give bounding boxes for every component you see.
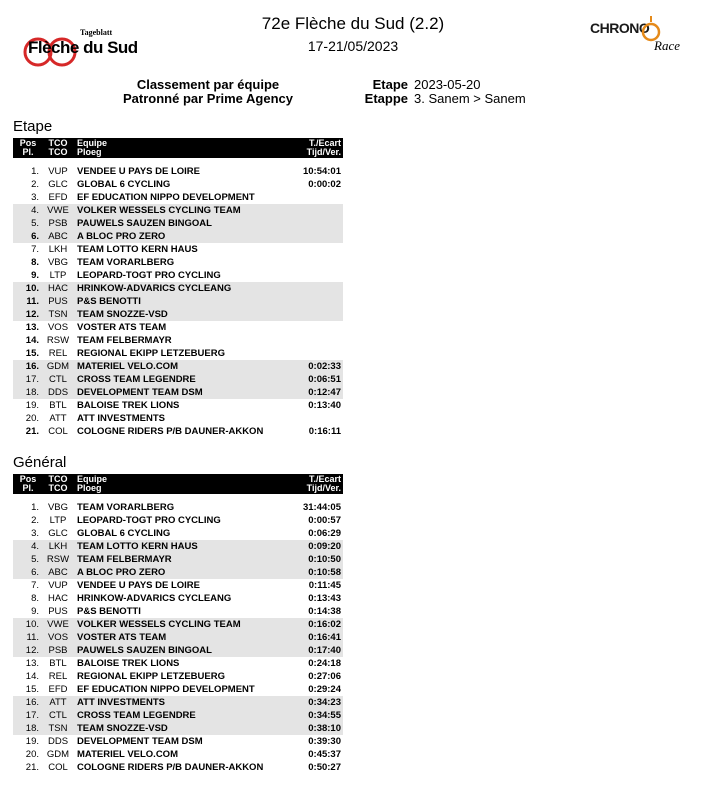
team-code-cell: CTL [43, 373, 73, 386]
stage-values [414, 78, 526, 106]
stage-route: 3. Sanem > Sanem [414, 91, 526, 106]
table-row [13, 321, 343, 334]
time-cell: 0:10:58 [283, 566, 343, 579]
chronorace-wordmark: CHRONO [590, 20, 650, 36]
team-name-cell: COLOGNE RIDERS P/B DAUNER-AKKON [77, 762, 264, 773]
table-row [13, 579, 343, 592]
team-code-cell: GLC [48, 528, 68, 539]
table-row [13, 412, 343, 425]
time-cell: 10:54:01 [302, 166, 341, 177]
rank-cell: 15. [25, 684, 39, 695]
table-row [13, 191, 343, 204]
rank-cell: 18. [13, 722, 43, 735]
team-code-cell: PSB [43, 217, 73, 230]
rank-cell: 7. [31, 580, 39, 591]
team-code-cell: VWE [43, 204, 73, 217]
table-row [13, 592, 343, 605]
team-name-cell: EF EDUCATION NIPPO DEVELOPMENT [77, 192, 255, 203]
rank-cell: 4. [13, 204, 43, 217]
team-name-cell: MATERIEL VELO.COM [77, 749, 178, 760]
team-code-cell: EFD [48, 684, 68, 695]
logo-tagline: Tageblatt [80, 28, 113, 37]
team-name-cell: ATT INVESTMENTS [73, 696, 283, 709]
table-row [13, 670, 343, 683]
team-name-cell: DEVELOPMENT TEAM DSM [77, 736, 203, 747]
team-code-cell: HAC [43, 282, 73, 295]
team-code-cell: VBG [47, 502, 69, 513]
team-name-cell: VENDEE U PAYS DE LOIRE [77, 580, 201, 591]
time-cell [283, 256, 343, 269]
table-row [13, 761, 343, 774]
rank-cell: 13. [25, 322, 39, 333]
team-name-cell: CROSS TEAM LEGENDRE [73, 709, 283, 722]
stage-date: 2023-05-20 [414, 77, 481, 92]
team-name-cell: TEAM SNOZZE-VSD [73, 308, 283, 321]
rank-cell: 3. [31, 528, 39, 539]
time-cell [283, 347, 343, 360]
team-code-cell: COL [48, 426, 68, 437]
time-cell: 0:14:38 [308, 606, 341, 617]
team-code-cell: VUP [48, 580, 68, 591]
time-cell: 0:06:51 [283, 373, 343, 386]
time-cell [283, 412, 343, 425]
team-name-cell: PAUWELS SAUZEN BINGOAL [73, 644, 283, 657]
rank-cell: 8. [31, 257, 39, 268]
stage-section-title: Etape [13, 118, 53, 135]
rank-cell: 13. [25, 658, 39, 669]
time-cell [283, 230, 343, 243]
time-cell [283, 217, 343, 230]
table-row [13, 748, 343, 761]
time-cell [283, 321, 343, 334]
rank-cell: 1. [31, 166, 39, 177]
rank-cell: 14. [25, 335, 39, 346]
team-name-cell: A BLOC PRO ZERO [73, 566, 283, 579]
rank-cell: 11. [13, 631, 43, 644]
team-name-cell: VOLKER WESSELS CYCLING TEAM [73, 618, 283, 631]
rank-cell: 9. [31, 606, 39, 617]
team-name-cell: MATERIEL VELO.COM [73, 360, 283, 373]
team-code-cell: TSN [43, 308, 73, 321]
rank-cell: 15. [25, 348, 39, 359]
table-row [13, 243, 343, 256]
team-name-cell: GLOBAL 6 CYCLING [77, 528, 171, 539]
team-name-cell: VOLKER WESSELS CYCLING TEAM [73, 204, 283, 217]
team-name-cell: HRINKOW-ADVARICS CYCLEANG [73, 282, 283, 295]
time-cell: 0:06:29 [308, 528, 341, 539]
team-name-cell: DEVELOPMENT TEAM DSM [73, 386, 283, 399]
team-name-cell: TEAM FELBERMAYR [73, 553, 283, 566]
time-cell: 0:17:40 [283, 644, 343, 657]
team-name-cell: ATT INVESTMENTS [77, 413, 165, 424]
team-code-cell: VBG [47, 257, 69, 268]
team-code-cell: LTP [49, 270, 67, 281]
time-cell [283, 204, 343, 217]
table-row [13, 295, 343, 308]
team-code-cell: RSW [43, 553, 73, 566]
rank-cell: 1. [31, 502, 39, 513]
rank-cell: 10. [13, 618, 43, 631]
team-code-cell: GDM [46, 749, 70, 760]
rank-cell: 10. [13, 282, 43, 295]
rank-cell: 7. [31, 244, 39, 255]
table-row [13, 696, 343, 709]
table-row [13, 566, 343, 579]
col-team-header: Equipe Ploeg [73, 474, 283, 494]
table-row [13, 360, 343, 373]
rank-cell: 12. [13, 308, 43, 321]
team-code-cell: ATT [49, 413, 67, 424]
general-results-table [13, 474, 343, 774]
time-cell: 0:00:02 [308, 179, 341, 190]
classification-line-fr: Classement par équipe [136, 77, 280, 92]
team-name-cell: BALOISE TREK LIONS [77, 658, 180, 669]
table-row [13, 425, 343, 438]
team-name-cell: REGIONAL EKIPP LETZEBUERG [77, 348, 225, 359]
time-cell: 0:27:06 [308, 671, 341, 682]
team-name-cell: TEAM LOTTO KERN HAUS [73, 540, 283, 553]
team-code-cell: VOS [47, 322, 69, 333]
table-row [13, 553, 343, 566]
time-cell [283, 334, 343, 347]
col-pos-header: Pos Pl. [13, 474, 43, 494]
rank-cell: 17. [13, 373, 43, 386]
table-row [13, 204, 343, 217]
team-code-cell: ABC [43, 566, 73, 579]
stage-labels [330, 78, 408, 106]
team-code-cell: DDS [47, 736, 69, 747]
team-name-cell: VENDEE U PAYS DE LOIRE [77, 166, 201, 177]
rank-cell: 2. [31, 515, 39, 526]
time-cell [283, 191, 343, 204]
team-name-cell: HRINKOW-ADVARICS CYCLEANG [77, 593, 232, 604]
general-section-title: Général [13, 454, 67, 471]
team-name-cell: TEAM SNOZZE-VSD [73, 722, 283, 735]
table-row [13, 308, 343, 321]
table-row [13, 657, 343, 670]
logo-wordmark: Flèche du Sud [28, 38, 138, 57]
table-row [13, 334, 343, 347]
time-cell [283, 269, 343, 282]
page-dates: 17-21/05/2023 [307, 38, 399, 54]
team-code-cell: REL [48, 348, 68, 359]
rank-cell: 6. [13, 566, 43, 579]
col-time-header: T./Ecart Tijd/Ver. [283, 138, 343, 158]
team-name-cell: GLOBAL 6 CYCLING [77, 179, 171, 190]
table-row [13, 282, 343, 295]
team-name-cell: P&S BENOTTI [77, 606, 141, 617]
team-code-cell: VWE [43, 618, 73, 631]
team-code-cell: ATT [43, 696, 73, 709]
classification-info [108, 78, 308, 106]
table-row [13, 269, 343, 282]
team-code-cell: HAC [47, 593, 69, 604]
time-cell: 0:13:43 [308, 593, 341, 604]
rank-cell: 17. [13, 709, 43, 722]
team-code-cell: RSW [46, 335, 70, 346]
team-name-cell: TEAM VORARLBERG [77, 502, 175, 513]
rank-cell: 3. [31, 192, 39, 203]
table-row [13, 540, 343, 553]
team-name-cell: LEOPARD-TOGT PRO CYCLING [77, 515, 221, 526]
team-code-cell: REL [48, 671, 68, 682]
rank-cell: 18. [13, 386, 43, 399]
time-cell: 0:29:24 [308, 684, 341, 695]
team-name-cell: P&S BENOTTI [73, 295, 283, 308]
table-row [13, 347, 343, 360]
time-cell: 0:16:02 [283, 618, 343, 631]
time-cell: 0:39:30 [308, 736, 341, 747]
table-row [13, 256, 343, 269]
team-code-cell: ABC [43, 230, 73, 243]
rank-cell: 19. [25, 736, 39, 747]
col-time-header: T./Ecart Tijd/Ver. [283, 474, 343, 494]
rank-cell: 20. [25, 749, 39, 760]
table-row [13, 735, 343, 748]
rank-cell: 8. [31, 593, 39, 604]
chronorace-logo [588, 12, 692, 60]
team-code-cell: PUS [43, 295, 73, 308]
time-cell [283, 282, 343, 295]
table-row [13, 683, 343, 696]
table-row [13, 631, 343, 644]
team-code-cell: PSB [43, 644, 73, 657]
table-row [13, 501, 343, 514]
table-header-row [13, 138, 343, 158]
table-row [13, 399, 343, 412]
team-code-cell: LKH [43, 540, 73, 553]
time-cell: 0:02:33 [283, 360, 343, 373]
time-cell: 0:50:27 [308, 762, 341, 773]
table-row [13, 527, 343, 540]
team-name-cell: EF EDUCATION NIPPO DEVELOPMENT [77, 684, 255, 695]
rank-cell: 11. [13, 295, 43, 308]
rank-cell: 21. [25, 426, 39, 437]
time-cell: 0:45:37 [308, 749, 341, 760]
col-tco-header: TCO TCO [43, 474, 73, 494]
team-code-cell: COL [48, 762, 68, 773]
time-cell [283, 243, 343, 256]
table-header-row [13, 474, 343, 494]
team-name-cell: COLOGNE RIDERS P/B DAUNER-AKKON [77, 426, 264, 437]
table-row [13, 618, 343, 631]
table-row [13, 373, 343, 386]
chronorace-script: Race [654, 38, 680, 53]
team-code-cell: LTP [49, 515, 67, 526]
stage-label-nl: Etappe [364, 91, 408, 106]
col-tco-header: TCO TCO [43, 138, 73, 158]
team-code-cell: TSN [43, 722, 73, 735]
team-name-cell: VOSTER ATS TEAM [77, 322, 167, 333]
col-team-header: Equipe Ploeg [73, 138, 283, 158]
team-code-cell: BTL [49, 400, 67, 411]
time-cell: 0:38:10 [283, 722, 343, 735]
team-name-cell: VOSTER ATS TEAM [73, 631, 283, 644]
time-cell: 0:16:11 [308, 426, 341, 437]
table-row [13, 217, 343, 230]
team-name-cell: LEOPARD-TOGT PRO CYCLING [77, 270, 221, 281]
team-code-cell: DDS [43, 386, 73, 399]
table-row [13, 644, 343, 657]
time-cell: 0:10:50 [283, 553, 343, 566]
time-cell: 0:12:47 [283, 386, 343, 399]
rank-cell: 21. [25, 762, 39, 773]
rank-cell: 5. [13, 217, 43, 230]
team-name-cell: TEAM VORARLBERG [77, 257, 175, 268]
rank-cell: 16. [13, 696, 43, 709]
team-name-cell: PAUWELS SAUZEN BINGOAL [73, 217, 283, 230]
rank-cell: 2. [31, 179, 39, 190]
team-code-cell: BTL [49, 658, 67, 669]
team-name-cell: TEAM FELBERMAYR [77, 335, 172, 346]
team-code-cell: PUS [48, 606, 68, 617]
stage-results-table [13, 138, 343, 438]
table-row [13, 178, 343, 191]
classification-line-sponsor: Patronné par Prime Agency [122, 91, 293, 106]
time-cell: 0:11:45 [308, 580, 341, 591]
team-name-cell: TEAM LOTTO KERN HAUS [77, 244, 198, 255]
rank-cell: 16. [13, 360, 43, 373]
table-row [13, 514, 343, 527]
time-cell [283, 295, 343, 308]
time-cell: 0:16:41 [283, 631, 343, 644]
team-code-cell: GDM [43, 360, 73, 373]
time-cell: 0:09:20 [283, 540, 343, 553]
team-code-cell: GLC [48, 179, 68, 190]
time-cell: 0:34:23 [283, 696, 343, 709]
rank-cell: 4. [13, 540, 43, 553]
stage-label-fr: Etape [372, 77, 408, 92]
time-cell: 0:34:55 [283, 709, 343, 722]
table-row [13, 230, 343, 243]
time-cell: 0:00:57 [308, 515, 341, 526]
team-code-cell: LKH [48, 244, 68, 255]
team-name-cell: CROSS TEAM LEGENDRE [73, 373, 283, 386]
rank-cell: 20. [25, 413, 39, 424]
col-pos-header: Pos Pl. [13, 138, 43, 158]
rank-cell: 14. [25, 671, 39, 682]
team-name-cell: A BLOC PRO ZERO [73, 230, 283, 243]
team-name-cell: BALOISE TREK LIONS [77, 400, 180, 411]
page-title: 72e Flèche du Sud (2.2) [261, 14, 445, 33]
rank-cell: 12. [13, 644, 43, 657]
team-code-cell: VOS [43, 631, 73, 644]
table-row [13, 386, 343, 399]
team-code-cell: EFD [48, 192, 68, 203]
time-cell: 0:13:40 [308, 400, 341, 411]
rank-cell: 9. [31, 270, 39, 281]
rank-cell: 5. [13, 553, 43, 566]
team-code-cell: CTL [43, 709, 73, 722]
time-cell: 0:24:18 [308, 658, 341, 669]
rank-cell: 6. [13, 230, 43, 243]
rank-cell: 19. [25, 400, 39, 411]
team-name-cell: REGIONAL EKIPP LETZEBUERG [77, 671, 225, 682]
table-row [13, 722, 343, 735]
time-cell: 31:44:05 [302, 502, 341, 513]
time-cell [283, 308, 343, 321]
team-code-cell: VUP [48, 166, 68, 177]
table-row [13, 605, 343, 618]
table-row [13, 709, 343, 722]
table-row [13, 165, 343, 178]
